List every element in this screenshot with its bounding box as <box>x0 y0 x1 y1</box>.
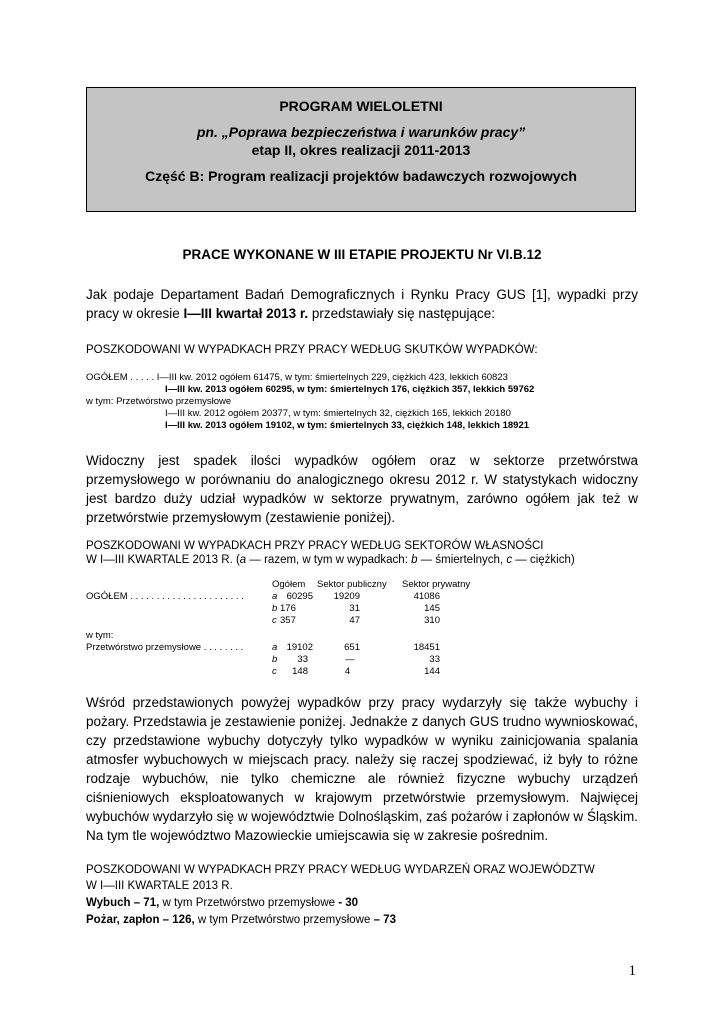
cell-total: 148 <box>292 666 308 677</box>
col-header-public: Sektor publiczny <box>317 579 387 590</box>
page-number: 1 <box>628 963 636 979</box>
subtitle-letter: a <box>239 554 247 566</box>
intro-text: przedstawiały się następujące: <box>308 306 495 321</box>
row-text: w tym Przetwórstwo przemysłowe <box>194 914 374 926</box>
banner-title: PROGRAM WIELOLETNI <box>279 98 443 114</box>
row-bold: - 30 <box>338 897 359 909</box>
paragraph-line: rodzaje wybuchów, nie tylko chemiczne ale również fizyczne wybuchy urządzeń <box>86 771 638 786</box>
paragraph-3 <box>86 693 638 845</box>
section2-title: POSZKODOWANI W WYPADKACH PRZY PRACY WEDŁUG SEKTORÓW WŁASNOŚCI <box>86 540 544 552</box>
paragraph-line: wybuchów wydarzyło się w województwie Dolnośląskim, zaś pożarów i zapłonów w Śląskim. <box>86 809 638 824</box>
subtitle-text: W I—III KWARTALE 2013 R. ( <box>86 554 240 566</box>
total-label: OGÓŁEM . . . . . . . . . . . . . . . . . . . . . . <box>86 591 244 602</box>
row-bold: – 73 <box>373 914 396 926</box>
sub-label: Przetwórstwo przemysłowe . . . . . . . . <box>86 642 244 653</box>
section1-row: I—III kw. 2013 ogółem 60295, w tym: śmiertelnych 176, ciężkich 357, lekkich 59762 <box>165 384 535 395</box>
cell-public: 19209 <box>333 591 360 602</box>
paragraph-line: przemysłowego w porównaniu do analogicznego okresu 2012 r. W statystykach widoczny <box>86 472 638 487</box>
cell-total: 19102 <box>286 642 313 653</box>
section1-row: OGÓŁEM . . . . . I—III kw. 2012 ogółem 61475, w tym: śmiertelnych 229, ciężkich 423, lekkich 60823 <box>86 372 508 383</box>
cell-public: 47 <box>349 615 360 626</box>
paragraph-line: jest bardzo duży udział wypadków w sektorze prywatnym, zarówno ogółem jak też w <box>86 491 638 506</box>
cell-total: 60295 <box>286 591 313 602</box>
section1-row: I—III kw. 2013 ogółem 19102, w tym: śmiertelnych 33, ciężkich 148, lekkich 18921 <box>165 420 530 431</box>
section1-row: I—III kw. 2012 ogółem 20377, w tym: śmiertelnych 32, ciężkich 165, lekkich 20180 <box>165 408 511 419</box>
paragraph-line: Na tym tle województwo Mazowieckie umiejscawia się w zakresie pośrednim. <box>86 828 549 843</box>
paragraph-line: Widoczny jest spadek ilości wypadków ogółem oraz w sektorze przetwórstwa <box>86 453 638 468</box>
intro-text: pracy w okresie <box>86 306 184 321</box>
paragraph-line: czy przedstawione wybuchy dotyczyły tylko wypadków w wyniku zainicjowania spalania <box>86 733 638 748</box>
cell-private: 18451 <box>413 642 440 653</box>
paragraph-line: pożary. Przedstawia je zestawienie poniżej. Jednakże z danych GUS trudno wywnioskować, <box>86 714 638 729</box>
row-letter: b <box>272 654 278 665</box>
col-header-private: Sektor prywatny <box>402 579 471 590</box>
section3-subtitle: W I—III KWARTALE 2013 R. <box>86 880 233 892</box>
cell-total: 176 <box>280 603 296 614</box>
paragraph-line: atmosfer wybuchowych w miejscach pracy. należy się raczej spodziewać, iż były to różne <box>86 752 638 767</box>
banner-stage: etap II, okres realizacji 2011-2013 <box>251 142 471 158</box>
subtitle-text: — razem, w tym w wypadkach: <box>246 554 412 566</box>
cell-private: 33 <box>429 654 440 665</box>
row-letter: b <box>272 603 278 614</box>
cell-total: 33 <box>297 654 308 665</box>
cell-public: 31 <box>349 603 360 614</box>
section-heading: PRACE WYKONANE W III ETAPIE PROJEKTU Nr VI.B.12 <box>182 247 542 262</box>
cell-total: 357 <box>280 615 296 626</box>
cell-public: — <box>345 654 355 665</box>
cell-private: 310 <box>424 615 440 626</box>
row-letter: c <box>272 666 277 677</box>
row-letter: c <box>272 615 277 626</box>
cell-private: 145 <box>424 603 440 614</box>
wtym-label: w tym: <box>86 630 114 641</box>
paragraph-line: Wśród przedstawionych powyżej wypadków przy pracy wydarzyły się także wybuchy i <box>86 695 638 710</box>
section3-title: POSZKODOWANI W WYPADKACH PRZY PRACY WEDŁUG WYDARZEŃ ORAZ WOJEWÓDZTW <box>86 864 595 876</box>
row-letter: a <box>272 642 278 653</box>
section1-row: w tym: Przetwórstwo przemysłowe <box>86 396 232 407</box>
intro-line: Jak podaje Departament Badań Demograficznych i Rynku Pracy GUS [1], wypadki przy <box>86 287 638 302</box>
row-letter: a <box>272 591 278 602</box>
subtitle-letter: c <box>506 554 513 566</box>
cell-private: 144 <box>424 666 440 677</box>
subtitle-text: — ciężkich) <box>512 554 575 566</box>
intro-period: I—III kwartał 2013 r. <box>183 306 309 321</box>
subtitle-letter: b <box>411 554 418 566</box>
row-text: w tym Przetwórstwo przemysłowe <box>159 897 339 909</box>
cell-private: 41086 <box>413 591 440 602</box>
cell-public: 4 <box>344 666 351 677</box>
banner-program-name: pn. „Poprawa bezpieczeństwa i warunków pracy” <box>196 124 526 140</box>
section3-row-explosion <box>86 896 358 910</box>
paragraph-line: przetwórstwie przemysłowym (zestawienie poniżej). <box>86 510 396 525</box>
col-header-total: Ogółem <box>272 579 306 590</box>
section3-row-fire <box>86 913 396 927</box>
row-bold: Wybuch – 71, <box>86 897 160 909</box>
paragraph-line: ciśnieniowych eksploatowanych w krajowym przetwórstwie przemysłowym. Najwięcej <box>86 790 638 805</box>
row-bold: Pożar, zapłon – 126, <box>86 914 195 926</box>
subtitle-text: — śmiertelnych, <box>417 554 507 566</box>
cell-public: 651 <box>344 642 360 653</box>
section1-title: POSZKODOWANI W WYPADKACH PRZY PRACY WEDŁUG SKUTKÓW WYPADKÓW: <box>86 344 538 356</box>
banner-part: Część B: Program realizacji projektów badawczych rozwojowych <box>145 168 577 184</box>
